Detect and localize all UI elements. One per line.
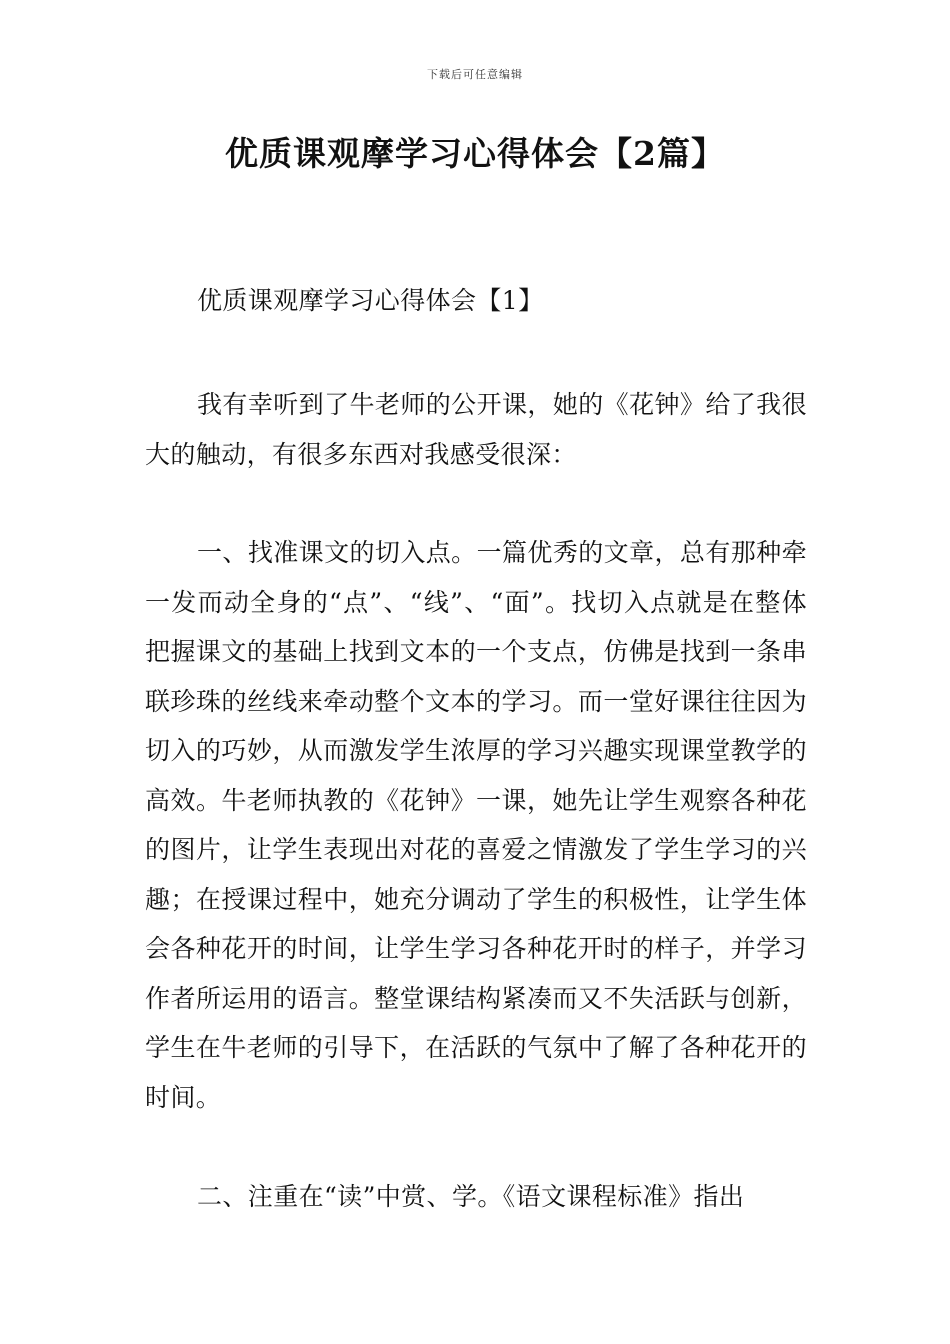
document-title: 优质课观摩学习心得体会【2篇】 — [225, 134, 725, 173]
section-title: 优质课观摩学习心得体会【1】 — [197, 286, 544, 315]
paragraph-point-two: 二、注重在“读”中赏、学。《语文课程标准》指出 — [197, 1182, 745, 1211]
paragraph-intro: 我有幸听到了牛老师的公开课，她的《花钟》给了我很大的触动，有很多东西对我感受很深： — [145, 390, 807, 469]
paragraph-point-one: 一、找准课文的切入点。一篇优秀的文章，总有那种牵一发而动全身的“点”、“线”、“面”。找切入点就是在整体把握课文的基础上找到文本的一个支点，仿佛是找到一条串联珍珠的丝线来牵动整个文本的学习。而一堂好课往往因为切入的巧妙，从而激发学生浓厚的学习兴趣实现课堂教学的高效。牛老师执教的《花钟》一课，她先让学生观察各种花的图片，让学生表现出对花的喜爱之情激发了学生学习的兴趣；在授课过程中，她充分调动了学生的积极性，让学生体会各种花开的时间，让学生学习各种花开时的样子，并学习作者所运用的语言。整堂课结构紧凑而又不失活跃与创新，学生在牛老师的引导下，在活跃的气氛中了解了各种花开的时间。 — [145, 538, 807, 1112]
header-note: 下载后可任意编辑 — [427, 68, 523, 81]
